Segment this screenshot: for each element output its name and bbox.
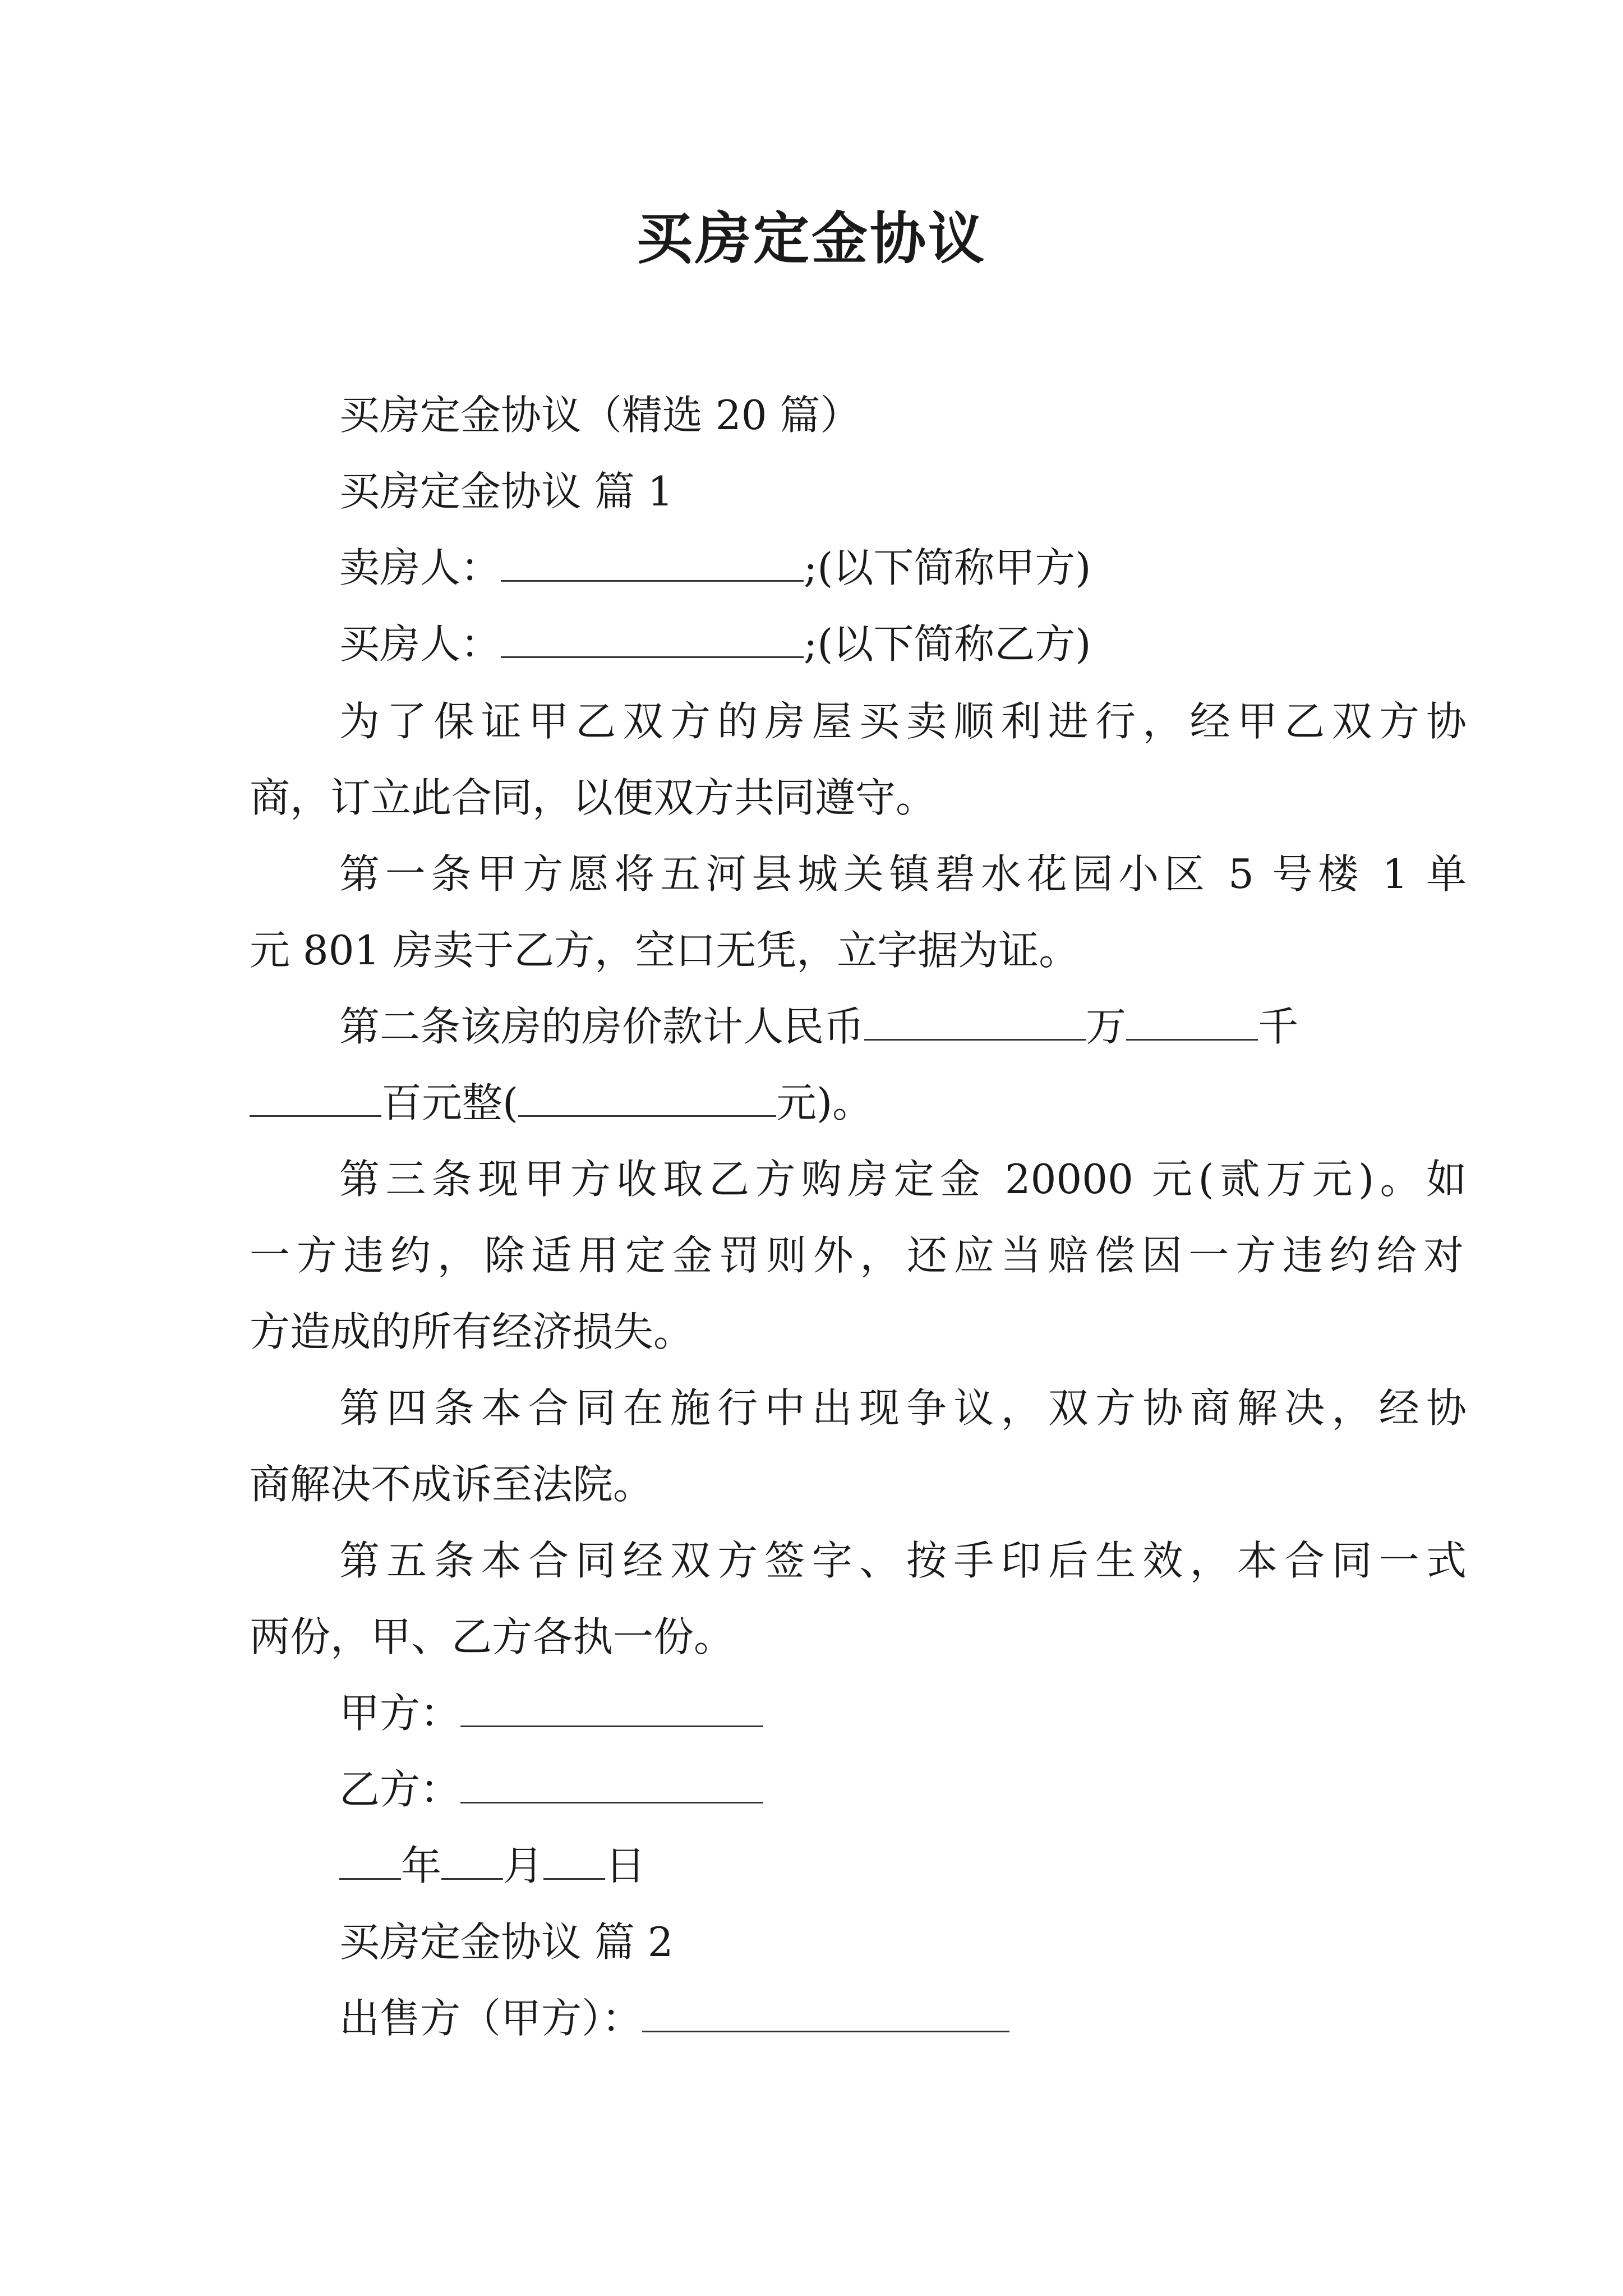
section1-heading: 买房定金协议 篇 1: [339, 468, 674, 515]
article2-line-1: [339, 999, 1298, 1055]
seller-label: 卖房人：: [339, 544, 501, 591]
buyer-blank[interactable]: [501, 617, 804, 658]
seller-line: [339, 540, 1091, 596]
article5-line-1: 第五条本合同经双方签字、按手印后生效，本合同一式: [339, 1537, 1467, 1584]
article3-line-3: 方造成的所有经济损失。: [250, 1308, 694, 1355]
date-year-label: 年: [401, 1842, 442, 1889]
date-line: [339, 1838, 645, 1894]
article4-line-1: 第四条本合同在施行中出现争议，双方协商解决，经协: [339, 1384, 1467, 1432]
party-b-line: [339, 1761, 763, 1818]
seller2-blank[interactable]: [642, 1991, 1009, 2032]
price-bai-blank[interactable]: [250, 1076, 381, 1117]
article4-line-2: 商解决不成诉至法院。: [250, 1461, 654, 1508]
section2-heading: 买房定金协议 篇 2: [339, 1918, 674, 1966]
party-b-label: 乙方：: [339, 1766, 461, 1813]
article2-line-2: [250, 1075, 873, 1131]
day-blank[interactable]: [543, 1839, 605, 1880]
buyer-line: [339, 616, 1091, 672]
seller2-line: [339, 1990, 1009, 2046]
article1-line-1: 第一条甲方愿将五河县城关镇碧水花园小区 5 号楼 1 单: [339, 850, 1467, 898]
date-month-label: 月: [503, 1842, 544, 1889]
buyer-suffix: ;(以下简称乙方): [804, 620, 1091, 668]
intro-line-2: 商，订立此合同，以便双方共同遵守。: [250, 774, 937, 821]
date-day-label: 日: [605, 1842, 646, 1889]
intro-line-1: 为了保证甲乙双方的房屋买卖顺利进行，经甲乙双方协: [339, 698, 1467, 745]
price-qian-blank[interactable]: [1126, 1000, 1258, 1041]
price-wan-blank[interactable]: [864, 1000, 1086, 1041]
article2-text-e: 元)。: [776, 1079, 873, 1126]
party-b-signature-blank[interactable]: [460, 1763, 763, 1803]
article2-text-d: 百元整(: [381, 1079, 519, 1126]
document-title: 买房定金协议: [637, 205, 986, 272]
article1-line-2: 元 801 房卖于乙方，空口无凭，立字据为证。: [250, 927, 1080, 974]
seller-blank[interactable]: [501, 541, 804, 582]
year-blank[interactable]: [339, 1839, 401, 1880]
article2-text-c: 千: [1258, 1003, 1299, 1050]
article2-text-a: 第二条该房的房价款计人民币: [339, 1003, 865, 1050]
buyer-label: 买房人：: [339, 620, 501, 668]
party-a-line: [339, 1685, 763, 1741]
article3-line-1: 第三条现甲方收取乙方购房定金 20000 元(贰万元)。如: [339, 1156, 1467, 1203]
seller2-label: 出售方（甲方）：: [339, 1995, 643, 2042]
article2-text-b: 万: [1086, 1003, 1127, 1050]
article3-line-2: 一方违约，除适用定金罚则外，还应当赔偿因一方违约给对: [250, 1232, 1464, 1279]
article5-line-2: 两份，甲、乙方各执一份。: [250, 1613, 735, 1660]
seller-suffix: ;(以下简称甲方): [804, 544, 1091, 591]
subtitle: 买房定金协议（精选 20 篇）: [339, 392, 861, 439]
price-total-blank[interactable]: [518, 1076, 776, 1117]
party-a-label: 甲方：: [339, 1690, 461, 1737]
party-a-signature-blank[interactable]: [460, 1686, 763, 1727]
month-blank[interactable]: [441, 1839, 503, 1880]
